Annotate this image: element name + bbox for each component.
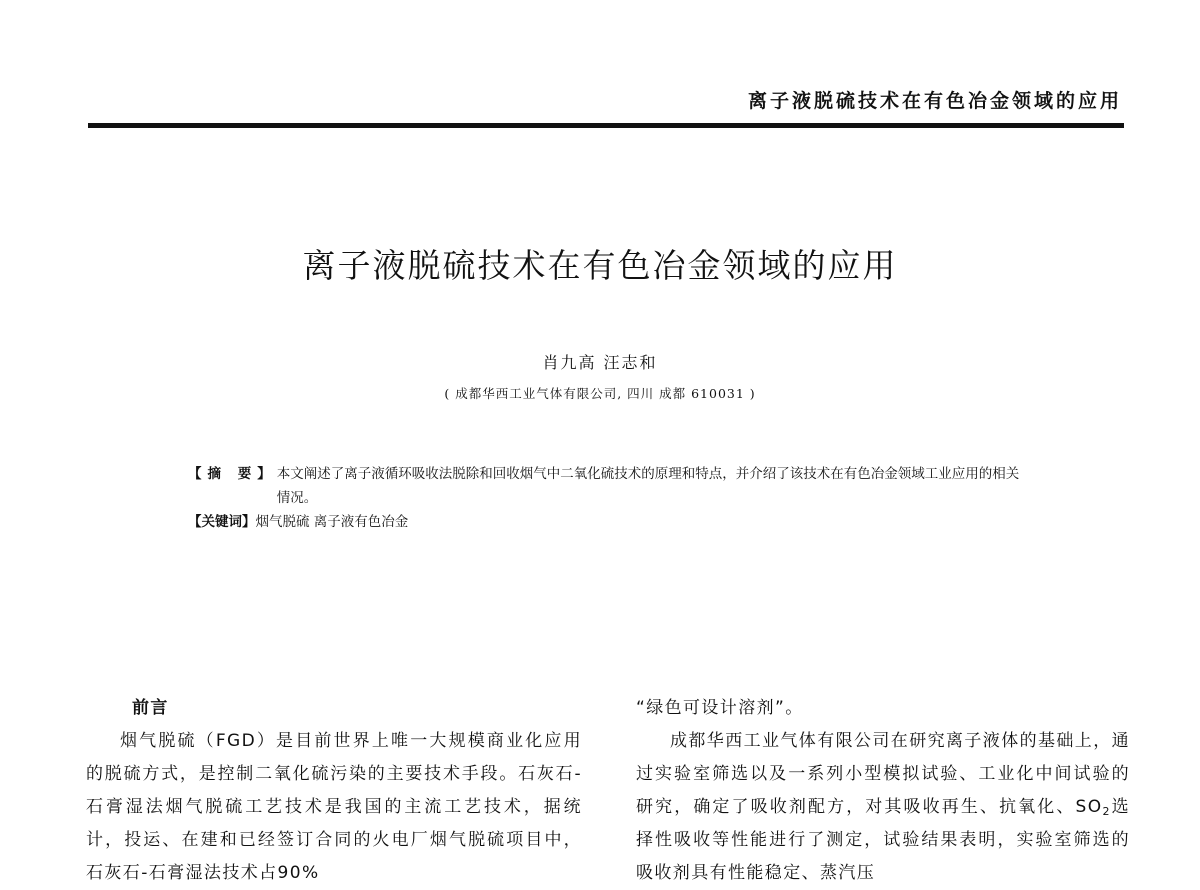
authors: 肖九高 汪志和 xyxy=(542,353,658,372)
abstract xyxy=(188,462,1028,510)
section-heading-preface: 前言 xyxy=(132,698,169,718)
keywords xyxy=(188,510,1028,534)
keywords-text: 烟气脱硫 离子液有色冶金 xyxy=(255,514,409,530)
right-column xyxy=(636,692,1130,890)
continued-text: “绿色可设计溶剂”。 xyxy=(636,698,804,718)
para-part-1: 成都华西工业气体有限公司在研究离子液体的基础上，通过实验室筛选以及一系列小型模拟试验、工业化中间试验的研究，确定了吸收剂配方，对其吸收再生、抗氧化、SO xyxy=(636,731,1130,817)
para-part-2: 选择性吸收等性能进行了测定，试验结果表明，实验室筛选的吸收剂具有性能稳定、蒸汽压 xyxy=(636,797,1130,883)
keywords-label: 【关键词】 xyxy=(188,514,256,530)
paper-title: 离子液脱硫技术在有色冶金领域的应用 xyxy=(302,246,898,285)
abstract-label: 【摘 要】 xyxy=(188,466,277,482)
body-paragraph-right xyxy=(636,725,1130,890)
body-paragraph: 烟气脱硫（FGD）是目前世界上唯一大规模商业化应用的脱硫方式，是控制二氧化硫污染的主要技术手段。石灰石-石膏湿法烟气脱硫工艺技术是我国的主流工艺技术，据统计，投运、在建和已经签订合同的火电厂烟气脱硫项目中，石灰石-石膏湿法技术占90% xyxy=(86,731,582,883)
left-column xyxy=(86,692,582,890)
running-header: 离子液脱硫技术在有色冶金领域的应用 xyxy=(747,90,1122,112)
affiliation: ( 成都华西工业气体有限公司, 四川 成都 610031 ) xyxy=(444,386,756,401)
abstract-text: 本文阐述了离子液循环吸收法脱除和回收烟气中二氧化硫技术的原理和特点，并介绍了该技术在有色冶金领域工业应用的相关情况。 xyxy=(276,466,1020,506)
so2-subscript: 2 xyxy=(1102,805,1111,818)
header-rule xyxy=(88,123,1124,128)
abstract-block xyxy=(188,462,1028,534)
